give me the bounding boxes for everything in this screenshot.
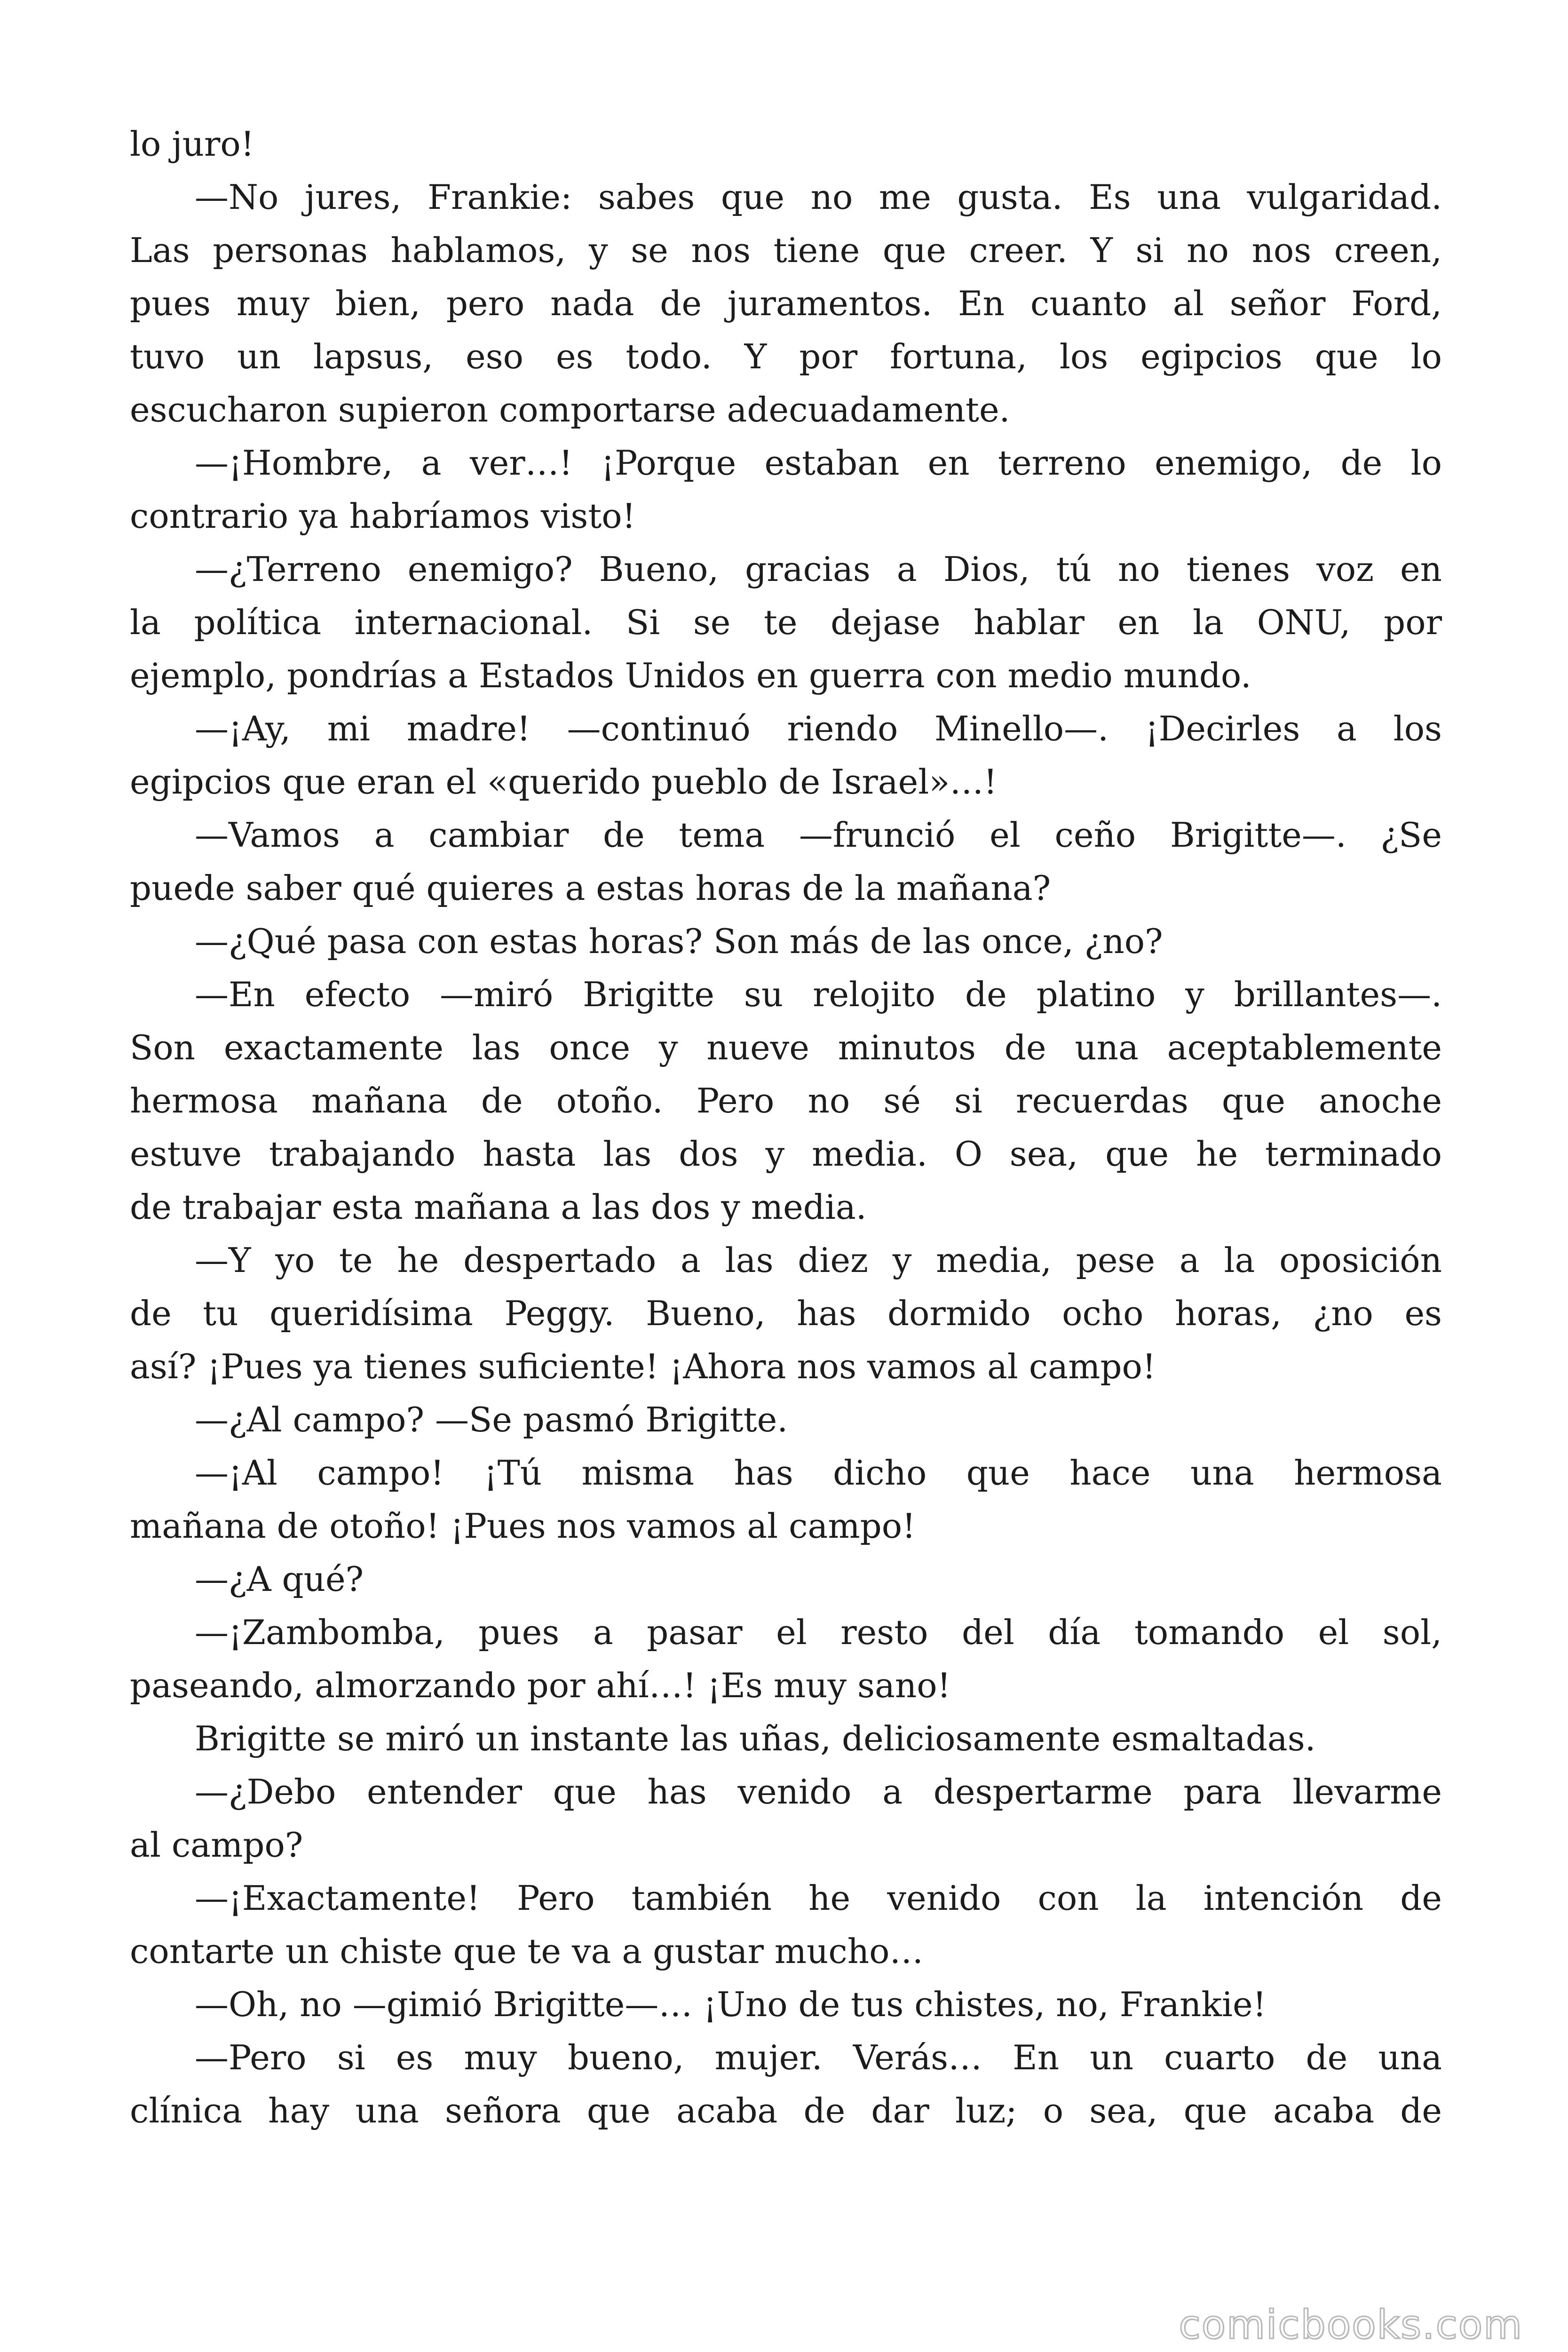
text-line: —Y yo te he despertado a las diez y media, pese a la oposición bbox=[195, 1240, 1442, 1280]
text-line: —¿A qué? bbox=[195, 1559, 364, 1599]
text-line: —¿Qué pasa con estas horas? Son más de las once, ¿no? bbox=[195, 922, 1163, 961]
text-line: —¿Debo entender que has venido a despertarme para llevarme bbox=[195, 1772, 1442, 1812]
text-line: —No jures, Frankie: sabes que no me gusta. Es una vulgaridad. bbox=[195, 177, 1442, 217]
text-line: Brigitte se miró un instante las uñas, deliciosamente esmaltadas. bbox=[195, 1719, 1316, 1758]
text-line: contarte un chiste que te va a gustar mucho… bbox=[130, 1931, 924, 1971]
text-line: lo juro! bbox=[130, 124, 254, 164]
text-line: ejemplo, pondrías a Estados Unidos en guerra con medio mundo. bbox=[130, 656, 1251, 695]
text-line: Las personas hablamos, y se nos tiene que creer. Y si no nos creen, bbox=[130, 230, 1442, 270]
text-line: —¡Hombre, a ver…! ¡Porque estaban en terreno enemigo, de lo bbox=[195, 443, 1442, 483]
text-line: —¿Al campo? —Se pasmó Brigitte. bbox=[195, 1400, 788, 1439]
text-line: —Oh, no —gimió Brigitte—… ¡Uno de tus chistes, no, Frankie! bbox=[195, 1985, 1267, 2024]
text-line: —Pero si es muy bueno, mujer. Verás… En un cuarto de una bbox=[195, 2038, 1442, 2077]
text-line: la política internacional. Si se te dejase hablar en la ONU, por bbox=[130, 603, 1442, 642]
body-text bbox=[130, 118, 1442, 2137]
text-line: —En efecto —miró Brigitte su relojito de platino y brillantes—. bbox=[195, 975, 1442, 1014]
text-line: puede saber qué quieres a estas horas de la mañana? bbox=[130, 868, 1051, 908]
text-line: de tu queridísima Peggy. Bueno, has dormido ocho horas, ¿no es bbox=[130, 1294, 1442, 1333]
text-line: —¡Zambomba, pues a pasar el resto del día tomando el sol, bbox=[195, 1613, 1442, 1652]
text-line: tuvo un lapsus, eso es todo. Y por fortuna, los egipcios que lo bbox=[130, 337, 1442, 376]
text-line: hermosa mañana de otoño. Pero no sé si recuerdas que anoche bbox=[130, 1081, 1442, 1120]
text-line: —¡Ay, mi madre! —continuó riendo Minello—. ¡Decirles a los bbox=[195, 709, 1442, 748]
text-line: egipcios que eran el «querido pueblo de Israel»…! bbox=[130, 762, 998, 802]
text-line: pues muy bien, pero nada de juramentos. En cuanto al señor Ford, bbox=[130, 284, 1442, 323]
text-line: Son exactamente las once y nueve minutos de una aceptablemente bbox=[130, 1028, 1442, 1067]
text-line: al campo? bbox=[130, 1825, 303, 1865]
text-line: escucharon supieron comportarse adecuadamente. bbox=[130, 390, 1010, 429]
text-line: mañana de otoño! ¡Pues nos vamos al campo! bbox=[130, 1506, 916, 1546]
text-line: así? ¡Pues ya tienes suficiente! ¡Ahora nos vamos al campo! bbox=[130, 1347, 1156, 1386]
text-line: paseando, almorzando por ahí…! ¡Es muy sano! bbox=[130, 1666, 951, 1705]
text-line: —Vamos a cambiar de tema —frunció el ceño Brigitte—. ¿Se bbox=[195, 815, 1442, 855]
text-line: de trabajar esta mañana a las dos y media. bbox=[130, 1187, 867, 1227]
text-line: clínica hay una señora que acaba de dar luz; o sea, que acaba de bbox=[130, 2091, 1442, 2130]
text-line: —¡Al campo! ¡Tú misma has dicho que hace una hermosa bbox=[195, 1453, 1442, 1493]
text-line: estuve trabajando hasta las dos y media. O sea, que he terminado bbox=[130, 1134, 1442, 1174]
text-line: —¡Exactamente! Pero también he venido con la intención de bbox=[195, 1878, 1442, 1918]
watermark: comicbooks.com bbox=[1179, 2302, 1523, 2348]
text-line: —¿Terreno enemigo? Bueno, gracias a Dios, tú no tienes voz en bbox=[195, 549, 1442, 589]
text-line: contrario ya habríamos visto! bbox=[130, 496, 636, 536]
